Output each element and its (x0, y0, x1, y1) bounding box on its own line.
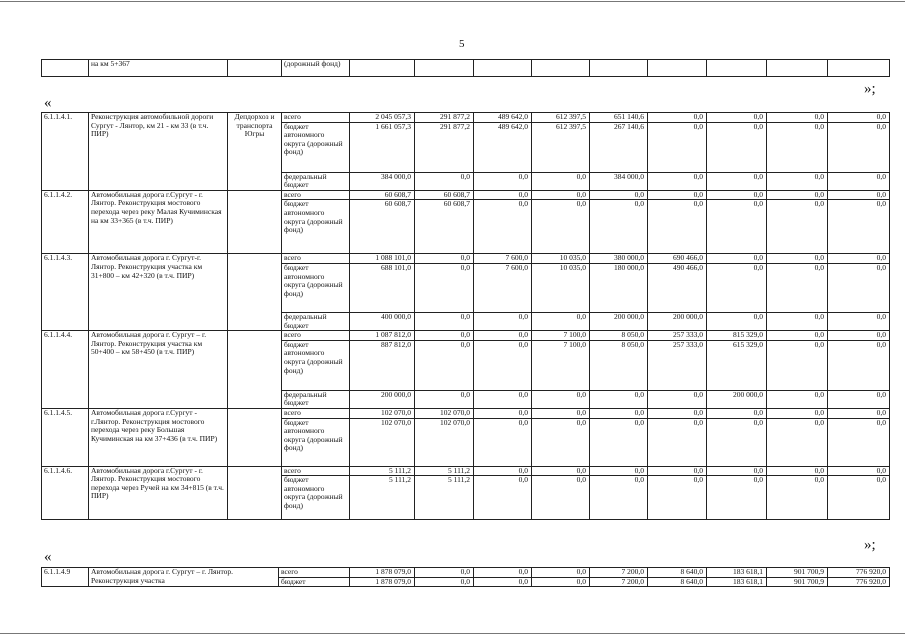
fragment-id-cell (42, 60, 89, 77)
opening-quote-bottom: « (44, 549, 52, 565)
amount-cell: 7 100,0 (532, 331, 590, 341)
amount-cell: 0,0 (474, 568, 532, 578)
amount-cell: 0,0 (648, 122, 707, 172)
amount-cell: 8 050,0 (590, 340, 648, 390)
table-row (42, 466, 890, 476)
amount-cell: 0,0 (415, 172, 474, 190)
amount-cell: 0,0 (415, 340, 474, 390)
amount-cell: 1 878 079,0 (350, 577, 415, 587)
amount-cell: 612 397,5 (532, 113, 590, 123)
opening-quote-top: « (44, 95, 52, 111)
funding-source-cell: бюджет автономного округа (дорожный фонд) (282, 476, 350, 520)
amount-cell: 0,0 (532, 190, 590, 200)
amount-cell: 0,0 (474, 577, 532, 587)
amount-cell: 615 329,0 (707, 340, 767, 390)
amount-cell: 0,0 (590, 476, 648, 520)
funding-source-cell: всего (282, 408, 350, 418)
main-table (41, 112, 890, 520)
amount-cell: 102 070,0 (350, 408, 415, 418)
funding-source-cell: федеральный бюджет (282, 390, 350, 408)
table-row (42, 190, 890, 200)
amount-cell: 490 466,0 (648, 263, 707, 312)
amount-cell: 0,0 (707, 408, 767, 418)
amount-cell: 0,0 (707, 263, 767, 312)
amount-cell: 0,0 (707, 254, 767, 264)
amount-cell: 0,0 (828, 263, 890, 312)
amount-cell: 0,0 (590, 390, 648, 408)
row-name-cell: Автомобильная дорога г. Сургут – г. Лянтор. Реконструкция участка км 50+400 – км 58+450 (в т.ч. ПИР) (89, 331, 228, 409)
amount-cell: 102 070,0 (415, 418, 474, 466)
funding-source-cell: бюджет автономного округа (дорожный фонд) (282, 122, 350, 172)
amount-cell: 10 035,0 (532, 254, 590, 264)
row-id-cell: 6.1.1.4.3. (42, 254, 89, 331)
amount-cell: 0,0 (707, 476, 767, 520)
amount-cell: 0,0 (828, 331, 890, 341)
row-name-cell: Реконструкция автомобильной дороги Сургут - Лянтор, км 21 - км 33 (в т.ч. ПИР) (89, 113, 228, 191)
amount-cell: 0,0 (767, 200, 828, 254)
amount-cell: 8 050,0 (590, 331, 648, 341)
amount-cell: 384 000,0 (590, 172, 648, 190)
amount-cell: 0,0 (707, 190, 767, 200)
amount-cell: 0,0 (474, 340, 532, 390)
funding-source-cell: всего (282, 254, 350, 264)
funding-source-cell: всего (282, 331, 350, 341)
amount-cell: 815 329,0 (707, 331, 767, 341)
amount-cell: 0,0 (767, 331, 828, 341)
amount-cell: 0,0 (767, 122, 828, 172)
amount-cell: 0,0 (590, 408, 648, 418)
amount-cell: 0,0 (474, 200, 532, 254)
amount-cell: 0,0 (828, 254, 890, 264)
amount-cell: 7 600,0 (474, 263, 532, 312)
amount-cell: 257 333,0 (648, 340, 707, 390)
amount-cell: 60 608,7 (350, 200, 415, 254)
amount-cell: 0,0 (828, 312, 890, 330)
amount-cell: 0,0 (648, 408, 707, 418)
amount-cell: 0,0 (767, 172, 828, 190)
closing-quote-bottom: »; (864, 537, 876, 553)
amount-cell: 0,0 (590, 200, 648, 254)
amount-cell: 0,0 (707, 113, 767, 123)
amount-cell: 400 000,0 (350, 312, 415, 330)
amount-cell: 0,0 (828, 418, 890, 466)
table-row (42, 113, 890, 123)
fragment-source-cell: (дорожный фонд) (282, 60, 350, 77)
amount-cell: 0,0 (474, 476, 532, 520)
amount-cell: 60 608,7 (415, 200, 474, 254)
amount-cell: 901 700,9 (767, 577, 828, 587)
amount-cell: 1 088 101,0 (350, 254, 415, 264)
top-fragment-table (41, 59, 890, 77)
amount-cell: 0,0 (707, 172, 767, 190)
scan-bottom-edge (0, 633, 905, 634)
amount-cell: 380 000,0 (590, 254, 648, 264)
row-id-cell: 6.1.1.4.2. (42, 190, 89, 254)
amount-cell: 183 618,1 (707, 577, 767, 587)
amount-cell: 0,0 (532, 476, 590, 520)
amount-cell: 776 920,0 (828, 568, 890, 578)
table-row (42, 408, 890, 418)
table-row (42, 568, 890, 578)
amount-cell: 0,0 (828, 476, 890, 520)
amount-cell: 0,0 (474, 390, 532, 408)
amount-cell: 102 070,0 (350, 418, 415, 466)
amount-cell: 5 111,2 (350, 476, 415, 520)
row-id-cell: 6.1.1.4.6. (42, 466, 89, 520)
amount-cell: 489 642,0 (474, 122, 532, 172)
amount-cell: 0,0 (767, 418, 828, 466)
amount-cell: 0,0 (415, 390, 474, 408)
row-id-cell: 6.1.1.4.1. (42, 113, 89, 191)
amount-cell: 0,0 (828, 408, 890, 418)
funding-source-cell: всего (282, 113, 350, 123)
amount-cell: 0,0 (767, 476, 828, 520)
amount-cell: 257 333,0 (648, 331, 707, 341)
amount-cell: 5 111,2 (415, 466, 474, 476)
funding-source-cell: всего (279, 568, 350, 578)
row-executor-cell (228, 408, 282, 466)
amount-cell: 0,0 (415, 263, 474, 312)
amount-cell: 60 608,7 (350, 190, 415, 200)
amount-cell: 690 466,0 (648, 254, 707, 264)
amount-cell: 291 877,2 (415, 113, 474, 123)
row-id-cell: 6.1.1.4.9 (42, 568, 89, 587)
amount-cell: 0,0 (474, 172, 532, 190)
bottom-table (41, 567, 890, 587)
amount-cell: 291 877,2 (415, 122, 474, 172)
scan-top-edge (0, 1, 905, 2)
amount-cell: 0,0 (648, 390, 707, 408)
funding-source-cell: всего (282, 466, 350, 476)
amount-cell: 60 608,7 (415, 190, 474, 200)
row-id-cell: 6.1.1.4.5. (42, 408, 89, 466)
row-executor-cell (228, 254, 282, 331)
amount-cell: 0,0 (828, 200, 890, 254)
amount-cell: 0,0 (532, 568, 590, 578)
amount-cell: 0,0 (828, 172, 890, 190)
page-number: 5 (459, 38, 465, 50)
funding-source-cell: всего (282, 190, 350, 200)
amount-cell: 901 700,9 (767, 568, 828, 578)
amount-cell: 0,0 (532, 466, 590, 476)
fragment-executor-cell (228, 60, 282, 77)
amount-cell: 8 640,0 (648, 577, 707, 587)
amount-cell: 5 111,2 (415, 476, 474, 520)
funding-source-cell: бюджет автономного округа (дорожный фонд) (282, 340, 350, 390)
amount-cell: 0,0 (767, 263, 828, 312)
amount-cell: 0,0 (767, 190, 828, 200)
amount-cell: 0,0 (767, 466, 828, 476)
amount-cell: 0,0 (767, 408, 828, 418)
amount-cell: 651 140,6 (590, 113, 648, 123)
funding-source-cell: бюджет автономного округа (дорожный фонд) (282, 418, 350, 466)
amount-cell: 384 000,0 (350, 172, 415, 190)
row-name-cell: Автомобильная дорога г.Сургут - г. Лянтор. Реконструкция мостового перехода через реку Малая Кучиминская на км 33+365 (в т.ч. ПИР) (89, 190, 228, 254)
row-executor-cell (228, 331, 282, 409)
amount-cell: 183 618,1 (707, 568, 767, 578)
amount-cell: 0,0 (474, 408, 532, 418)
amount-cell: 1 661 057,3 (350, 122, 415, 172)
funding-source-cell: бюджет (279, 577, 350, 587)
amount-cell: 0,0 (828, 113, 890, 123)
amount-cell: 0,0 (590, 190, 648, 200)
amount-cell: 7 100,0 (532, 340, 590, 390)
amount-cell: 0,0 (415, 568, 474, 578)
amount-cell: 8 640,0 (648, 568, 707, 578)
amount-cell: 0,0 (590, 418, 648, 466)
amount-cell: 0,0 (828, 390, 890, 408)
amount-cell: 0,0 (415, 331, 474, 341)
amount-cell: 0,0 (590, 466, 648, 476)
amount-cell: 0,0 (415, 254, 474, 264)
row-executor-cell (228, 190, 282, 254)
row-executor-cell (228, 466, 282, 520)
amount-cell: 0,0 (415, 312, 474, 330)
amount-cell: 0,0 (415, 577, 474, 587)
amount-cell: 0,0 (828, 340, 890, 390)
funding-source-cell: федеральный бюджет (282, 312, 350, 330)
amount-cell: 1 087 812,0 (350, 331, 415, 341)
fragment-name-cell: на км 5+367 (89, 60, 228, 77)
table-row (42, 331, 890, 341)
amount-cell: 0,0 (648, 476, 707, 520)
amount-cell: 0,0 (474, 331, 532, 341)
row-name-cell: Автомобильная дорога г. Сургут-г. Лянтор. Реконструкция участка км 31+800 – км 42+320 (в т.ч. ПИР) (89, 254, 228, 331)
amount-cell: 10 035,0 (532, 263, 590, 312)
amount-cell: 200 000,0 (648, 312, 707, 330)
amount-cell: 0,0 (532, 418, 590, 466)
amount-cell: 0,0 (828, 466, 890, 476)
amount-cell: 0,0 (828, 190, 890, 200)
row-id-cell: 6.1.1.4.4. (42, 331, 89, 409)
amount-cell: 0,0 (707, 122, 767, 172)
amount-cell: 267 140,6 (590, 122, 648, 172)
amount-cell: 0,0 (707, 312, 767, 330)
amount-cell: 7 200,0 (590, 577, 648, 587)
amount-cell: 0,0 (532, 390, 590, 408)
amount-cell: 7 600,0 (474, 254, 532, 264)
amount-cell: 0,0 (474, 312, 532, 330)
amount-cell: 0,0 (828, 122, 890, 172)
amount-cell: 102 070,0 (415, 408, 474, 418)
amount-cell: 612 397,5 (532, 122, 590, 172)
amount-cell: 200 000,0 (350, 390, 415, 408)
amount-cell: 0,0 (767, 390, 828, 408)
amount-cell: 0,0 (767, 254, 828, 264)
row-name-cell: Автомобильная дорога г.Сургут - г. Лянтор. Реконструкция мостового перехода через Ручей на км 34+815 (в т.ч. ПИР) (89, 466, 228, 520)
amount-cell: 0,0 (648, 113, 707, 123)
amount-cell: 200 000,0 (590, 312, 648, 330)
amount-cell: 180 000,0 (590, 263, 648, 312)
amount-cell: 0,0 (767, 340, 828, 390)
amount-cell: 1 878 079,0 (350, 568, 415, 578)
amount-cell: 0,0 (707, 418, 767, 466)
table-row (42, 254, 890, 264)
amount-cell: 0,0 (648, 418, 707, 466)
closing-quote-top: »; (864, 81, 876, 97)
amount-cell: 0,0 (707, 466, 767, 476)
amount-cell: 887 812,0 (350, 340, 415, 390)
amount-cell: 0,0 (474, 190, 532, 200)
amount-cell: 7 200,0 (590, 568, 648, 578)
amount-cell: 0,0 (474, 418, 532, 466)
amount-cell: 0,0 (532, 312, 590, 330)
amount-cell: 0,0 (648, 200, 707, 254)
amount-cell: 0,0 (532, 408, 590, 418)
amount-cell: 0,0 (532, 200, 590, 254)
amount-cell: 0,0 (532, 577, 590, 587)
amount-cell: 0,0 (767, 312, 828, 330)
amount-cell: 0,0 (648, 190, 707, 200)
amount-cell: 200 000,0 (707, 390, 767, 408)
amount-cell: 0,0 (648, 172, 707, 190)
funding-source-cell: федеральный бюджет (282, 172, 350, 190)
funding-source-cell: бюджет автономного округа (дорожный фонд) (282, 263, 350, 312)
amount-cell: 0,0 (474, 466, 532, 476)
amount-cell: 489 642,0 (474, 113, 532, 123)
amount-cell: 0,0 (767, 113, 828, 123)
amount-cell: 688 101,0 (350, 263, 415, 312)
row-executor-cell: Депдорхоз и транспорта Югры (228, 113, 282, 191)
funding-source-cell: бюджет автономного округа (дорожный фонд) (282, 200, 350, 254)
amount-cell: 5 111,2 (350, 466, 415, 476)
row-name-cell: Автомобильная дорога г.Сургут - г.Лянтор. Реконструкция мостового перехода через реку Большая Кучиминская на км 37+436 (в т.ч. ПИР) (89, 408, 228, 466)
row-name-cell: Автомобильная дорога г. Сургут – г. Лянтор. Реконструкция участка (89, 568, 279, 587)
amount-cell: 0,0 (648, 466, 707, 476)
amount-cell: 0,0 (707, 200, 767, 254)
amount-cell: 0,0 (532, 172, 590, 190)
amount-cell: 776 920,0 (828, 577, 890, 587)
amount-cell: 2 045 057,3 (350, 113, 415, 123)
